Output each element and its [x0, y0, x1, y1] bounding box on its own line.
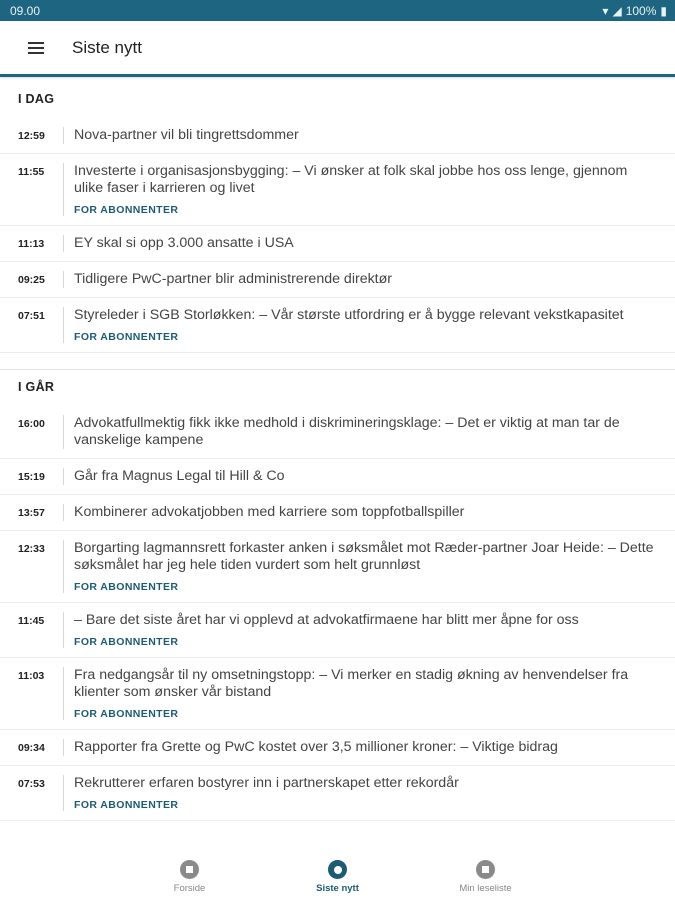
item-headline[interactable]: Nova-partner vil bli tingrettsdommer — [74, 127, 299, 143]
item-time: 11:03 — [18, 670, 45, 682]
list-item[interactable] — [0, 603, 675, 658]
item-content — [63, 163, 675, 216]
item-headline[interactable]: Styreleder i SGB Storløkken: – Vår største utfordring er å bygge relevant vekstkapasitet — [74, 307, 624, 323]
item-content — [63, 127, 675, 144]
wifi-icon: ▾ — [602, 3, 609, 18]
list-item[interactable] — [0, 298, 675, 353]
item-content — [63, 271, 675, 288]
nav-siste-nytt[interactable] — [264, 852, 412, 900]
news-list[interactable] — [0, 80, 675, 852]
list-item[interactable] — [0, 495, 675, 531]
nav-label: Min leseliste — [459, 883, 512, 894]
subscriber-badge: FOR ABONNENTER — [74, 799, 179, 811]
item-content — [63, 667, 675, 720]
item-time: 09:25 — [18, 274, 45, 286]
item-headline[interactable]: Kombinerer advokatjobben med karriere som toppfotballspiller — [74, 504, 465, 520]
item-headline[interactable]: Går fra Magnus Legal til Hill & Co — [74, 468, 285, 484]
item-headline[interactable]: Fra nedgangsår til ny omsetningstopp: – Vi merker en stadig økning av henvendelser fra klienter som ønsker vår bistand — [74, 667, 629, 700]
list-item[interactable] — [0, 658, 675, 730]
subscriber-badge: FOR ABONNENTER — [74, 708, 179, 720]
section-header: I GÅR — [0, 369, 675, 406]
item-time: 11:45 — [18, 615, 45, 627]
item-content — [63, 415, 675, 449]
item-headline[interactable]: Investerte i organisasjonsbygging: – Vi ønsker at folk skal jobbe hos oss lenge, gjennom ulike faser i karrieren og livet — [74, 163, 628, 196]
signal-icon: ◢ — [612, 3, 622, 18]
item-time: 07:53 — [18, 778, 45, 790]
status-bar — [0, 0, 675, 21]
item-time: 09:34 — [18, 742, 45, 754]
item-content — [63, 307, 675, 343]
item-time: 07:51 — [18, 310, 45, 322]
list-item[interactable] — [0, 406, 675, 459]
item-headline[interactable]: Rekrutterer erfaren bostyrer inn i partnerskapet etter rekordår — [74, 775, 459, 791]
battery-level: 100% — [625, 3, 657, 18]
list-item[interactable] — [0, 262, 675, 298]
list-item[interactable] — [0, 531, 675, 603]
item-content — [63, 540, 675, 593]
list-item[interactable] — [0, 730, 675, 766]
subscriber-badge: FOR ABONNENTER — [74, 204, 179, 216]
list-item[interactable] — [0, 154, 675, 226]
item-time: 12:59 — [18, 130, 45, 142]
battery-icon: ▮ — [660, 3, 667, 18]
item-content — [63, 468, 675, 485]
item-content — [63, 775, 675, 811]
bottom-nav — [0, 852, 675, 900]
subscriber-badge: FOR ABONNENTER — [74, 331, 179, 343]
nav-label: Forside — [173, 883, 206, 894]
menu-icon[interactable] — [0, 47, 72, 49]
status-time: 09.00 — [10, 3, 41, 18]
item-headline[interactable]: Borgarting lagmannsrett forkaster anken i søksmålet mot Ræder-partner Joar Heide: – Dette søksmålet har jeg hele tiden vurdert som helt grunnløst — [74, 540, 654, 573]
item-content — [63, 504, 675, 521]
item-time: 16:00 — [18, 418, 45, 430]
app-bar — [0, 21, 675, 77]
item-time: 15:19 — [18, 471, 45, 483]
item-headline[interactable]: – Bare det siste året har vi opplevd at advokatfirmaene har blitt mer åpne for oss — [74, 612, 579, 628]
list-item[interactable] — [0, 766, 675, 821]
item-content — [63, 739, 675, 756]
item-headline[interactable]: EY skal si opp 3.000 ansatte i USA — [74, 235, 294, 251]
item-headline[interactable]: Advokatfullmektig fikk ikke medhold i diskrimineringsklage: – Det er viktig at man tar de vanskelige kampene — [74, 415, 620, 448]
list-item[interactable] — [0, 459, 675, 495]
subscriber-badge: FOR ABONNENTER — [74, 581, 179, 593]
nav-min-leseliste[interactable] — [412, 852, 560, 900]
section-header: I DAG — [18, 92, 55, 106]
list-item[interactable] — [0, 118, 675, 154]
item-headline[interactable]: Rapporter fra Grette og PwC kostet over 3,5 millioner kroner: – Viktige bidrag — [74, 739, 558, 755]
bookmark-icon — [476, 860, 495, 879]
clock-icon — [328, 860, 347, 879]
item-content — [63, 612, 675, 648]
list-item[interactable] — [0, 226, 675, 262]
subscriber-badge: FOR ABONNENTER — [74, 636, 179, 648]
item-headline[interactable]: Tidligere PwC-partner blir administrerende direktør — [74, 271, 393, 287]
item-content — [63, 235, 675, 252]
item-time: 11:13 — [18, 238, 45, 250]
item-time: 13:57 — [18, 507, 45, 519]
item-time: 12:33 — [18, 543, 45, 555]
nav-label: Siste nytt — [316, 883, 359, 894]
page-title: Siste nytt — [72, 37, 142, 57]
item-time: 11:55 — [18, 166, 45, 178]
home-icon — [180, 860, 199, 879]
nav-forside[interactable] — [116, 852, 264, 900]
